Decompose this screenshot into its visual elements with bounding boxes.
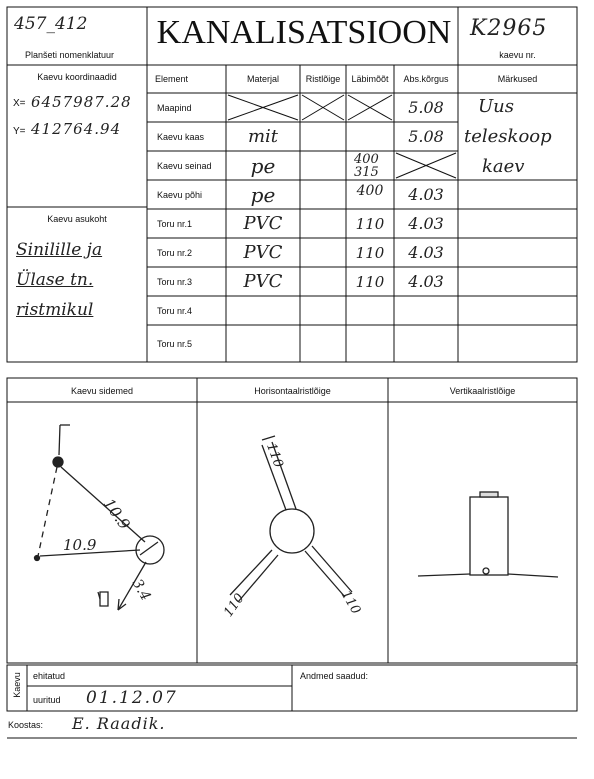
pipe-label-b: 110: [221, 591, 248, 620]
well-number-value: K2965: [470, 16, 548, 41]
cell-materjal-kaevu-kaas: mit: [247, 126, 279, 147]
y-label: Y=: [13, 126, 26, 137]
col-header-ristloige: Ristlõige: [305, 74, 341, 84]
col-header-abs-korgus: Abs.kõrgus: [403, 74, 449, 84]
cell-labimoot-kaevu-seinad: 400: [354, 152, 379, 167]
cell-materjal-toru-3: PVC: [243, 271, 283, 292]
cell-abs-toru-1: 4.03: [408, 214, 444, 233]
page-title: KANALISATSIOON: [156, 14, 452, 51]
dim-label-b: 10.9: [63, 536, 97, 554]
compiler-label: Koostas:: [8, 720, 44, 730]
cell-abs-kaevu-kaas: 5.08: [408, 127, 444, 146]
row-label-kaevu-seinad: Kaevu seinad: [157, 160, 212, 171]
row-label-kaevu-kaas: Kaevu kaas: [157, 131, 205, 142]
cell-abs-kaevu-pohi: 4.03: [408, 185, 444, 204]
row-label-toru-5: Toru nr.5: [157, 338, 193, 349]
pipe-label-c: 110: [337, 587, 364, 618]
well-number-label: kaevu nr.: [499, 50, 536, 60]
cell-materjal-kaevu-pohi: pe: [250, 182, 276, 207]
nomenclature-value: 457_412: [14, 14, 88, 34]
cell-labimoot-kaevu-pohi: 400: [356, 183, 384, 199]
x-label: X=: [13, 98, 26, 109]
location-line-2: Ülase tn.: [16, 270, 94, 290]
pipe-label-a: 110: [263, 441, 286, 470]
compiler-value: E. Raadik.: [72, 714, 166, 733]
cell-abs-maapind: 5.08: [408, 98, 444, 117]
cell-abs-toru-2: 4.03: [408, 243, 444, 262]
x-value: 6457987.28: [31, 93, 132, 111]
cell-materjal-kaevu-seinad: pe: [250, 153, 276, 178]
col-header-markused: Märkused: [497, 74, 538, 84]
col-header-labimoot: Läbimõõt: [351, 74, 389, 84]
row-label-maapind: Maapind: [157, 102, 192, 113]
row-label-toru-1: Toru nr.1: [157, 218, 193, 229]
footer-side-label: Kaevu: [12, 672, 22, 698]
cell-markused-1: Uus: [478, 96, 514, 117]
col-header-materjal: Materjal: [246, 74, 279, 84]
panel-title-vertical: Vertikaalristlõige: [449, 386, 516, 396]
cell-abs-toru-3: 4.03: [408, 272, 444, 291]
cell-materjal-toru-2: PVC: [243, 242, 283, 263]
y-value: 412764.94: [31, 120, 122, 138]
dim-label-c: 3.4: [128, 576, 154, 604]
location-label: Kaevu asukoht: [47, 214, 107, 224]
panel-title-horizontal: Horisontaalristlõige: [254, 386, 331, 396]
dim-label-a: 10.9: [99, 495, 134, 533]
location-line-3: ristmikul: [16, 300, 94, 320]
surveyed-value: 01.12.07: [86, 688, 178, 708]
nomenclature-label: Planšeti nomenklatuur: [25, 50, 115, 60]
built-label: ehitatud: [33, 671, 66, 681]
row-label-toru-2: Toru nr.2: [157, 247, 193, 258]
location-line-1: Sinilille ja: [16, 240, 103, 260]
col-header-element: Element: [155, 74, 189, 84]
cell-materjal-toru-1: PVC: [243, 213, 283, 234]
row-label-kaevu-pohi: Kaevu põhi: [157, 189, 203, 200]
coordinates-label: Kaevu koordinaadid: [37, 72, 117, 82]
surveyed-label: uuritud: [33, 695, 61, 705]
cell-labimoot-toru-2: 110: [355, 243, 385, 262]
panel-title-connections: Kaevu sidemed: [70, 386, 134, 396]
data-source-label: Andmed saadud:: [300, 671, 369, 681]
row-label-toru-3: Toru nr.3: [157, 276, 193, 287]
cell-labimoot-toru-3: 110: [355, 272, 385, 291]
row-label-toru-4: Toru nr.4: [157, 305, 193, 316]
cell-markused-2: teleskoop: [464, 126, 552, 147]
cell-labimoot-kaevu-seinad-2: 315: [354, 165, 379, 180]
cell-labimoot-toru-1: 110: [355, 214, 385, 233]
cell-markused-3: kaev: [482, 156, 525, 177]
